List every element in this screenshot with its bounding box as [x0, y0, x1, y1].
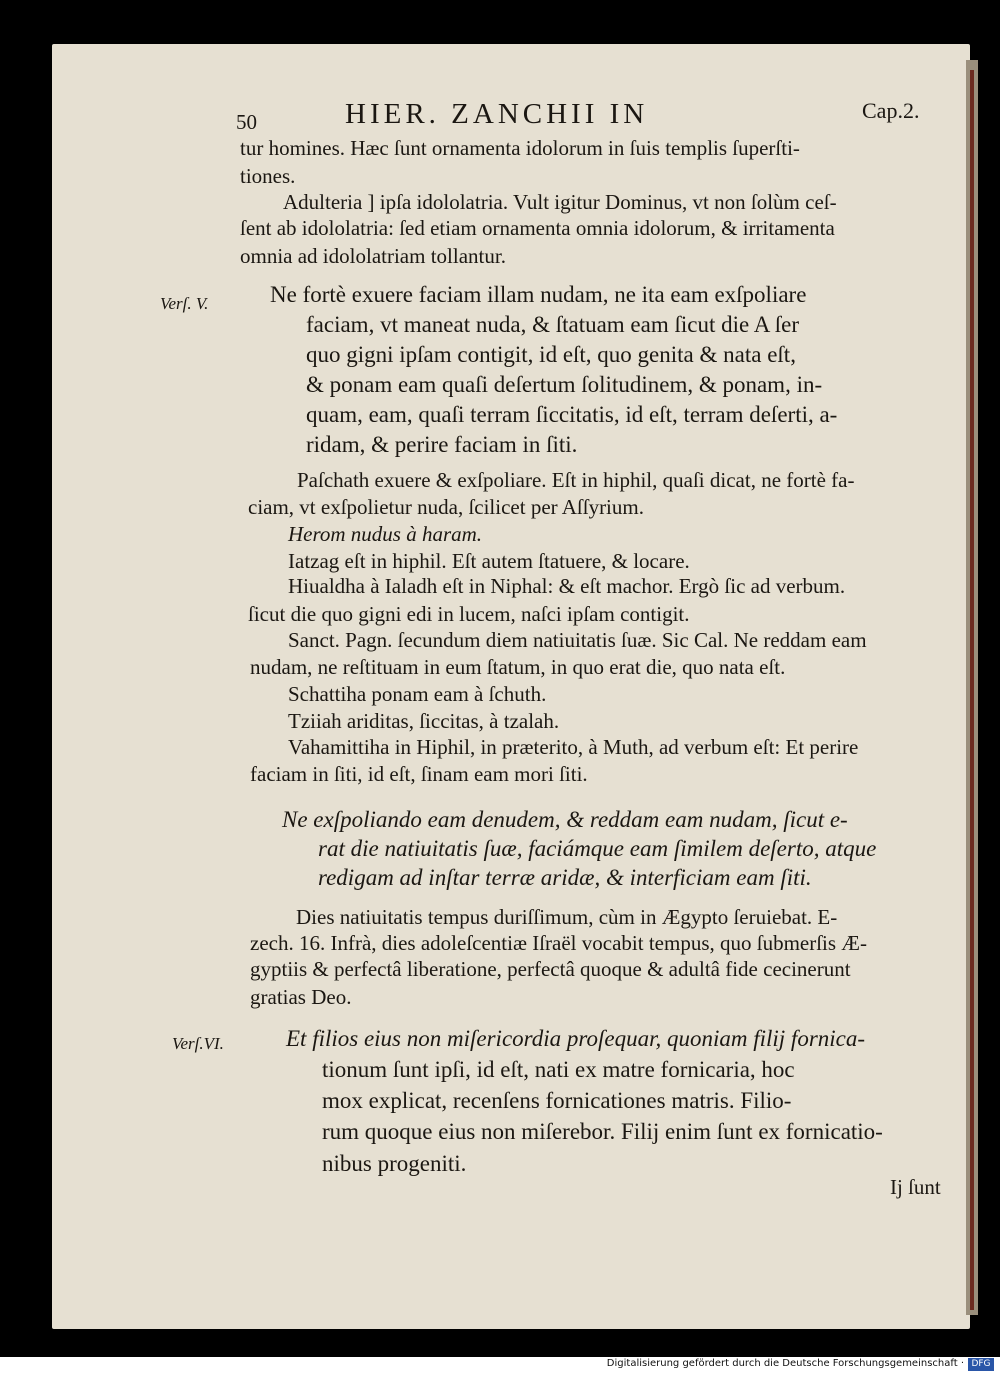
margin-note-vers-v: Verſ. V. [160, 294, 209, 313]
text-line: ciam, vt exſpolietur nuda, ſcilicet per Aſſyrium. [248, 495, 644, 519]
text-line: gratias Deo. [250, 985, 352, 1009]
text-line: nibus progeniti. [322, 1151, 467, 1176]
text-line: ſent ab idololatria: ſed etiam ornamenta omnia idolorum, & irritamenta [240, 216, 835, 240]
text-line: rat die natiuitatis ſuæ, faciámque eam ſimilem deſerto, atque [318, 836, 877, 861]
footer-bar [0, 1357, 1000, 1373]
margin-note-vers-vi: Verſ.VI. [172, 1034, 224, 1053]
text-line: faciam, vt maneat nuda, & ſtatuam eam ſicut die A ſer [306, 312, 800, 337]
text-line: Adulteria ] ipſa idololatria. Vult igitur Dominus, vt non ſolùm ceſ- [283, 190, 837, 214]
text-line: Tziiah ariditas, ſiccitas, à tzalah. [288, 709, 560, 733]
page-number: 50 [236, 110, 257, 134]
running-title: HIER. ZANCHII IN [345, 98, 649, 130]
text-line: Ne fortè exuere faciam illam nudam, ne ita eam exſpoliare [270, 282, 807, 307]
funding-credit: Digitalisierung gefördert durch die Deutsche Forschungsgemeinschaft · [606, 1358, 964, 1369]
text-line: Ne exſpoliando eam denudem, & reddam eam nudam, ſicut e- [282, 807, 848, 832]
binding-edge [970, 70, 974, 1310]
text-line: quam, eam, quaſi terram ſiccitatis, id eſt, terram deſerti, a- [306, 402, 838, 427]
text-line: Paſchath exuere & exſpoliare. Eſt in hiphil, quaſi dicat, ne fortè fa- [297, 468, 855, 492]
text-line: Sanct. Pagn. ſecundum diem natiuitatis ſuæ. Sic Cal. Ne reddam eam [288, 628, 867, 652]
text-line: faciam in ſiti, id eſt, ſinam eam mori ſiti. [250, 762, 588, 786]
text-line: rum quoque eius non miſerebor. Filij enim ſunt ex fornicatio- [322, 1119, 883, 1144]
text-line: Vahamittiha in Hiphil, in præterito, à Muth, ad verbum eſt: Et perire [288, 735, 859, 759]
text-line: tur homines. Hæc ſunt ornamenta idolorum in ſuis templis ſuperſti- [240, 136, 800, 160]
text-line: tiones. [240, 164, 296, 188]
chapter-label: Cap.2. [862, 98, 920, 123]
text-line: gyptiis & perfectâ liberatione, perfectâ quoque & adultâ fide cecinerunt [250, 957, 851, 981]
text-line: Herom nudus à haram. [288, 522, 483, 546]
text-line: ridam, & perire faciam in ſiti. [306, 432, 578, 457]
text-line: zech. 16. Infrà, dies adoleſcentiæ Iſraël vocabit tempus, quo ſubmerſis Æ- [250, 931, 867, 955]
text-line: tionum ſunt ipſi, id eſt, nati ex matre fornicaria, hoc [322, 1057, 795, 1082]
text-line: Schattiha ponam eam à ſchuth. [288, 682, 547, 706]
text-line: Dies natiuitatis tempus duriſſimum, cùm in Ægypto ſeruiebat. E- [296, 905, 838, 929]
text-line: & ponam eam quaſi deſertum ſolitudinem, & ponam, in- [306, 372, 823, 397]
catchword: Ij ſunt [890, 1175, 941, 1199]
text-line: Iatzag eſt in hiphil. Eſt autem ſtatuere, & locare. [288, 549, 690, 573]
text-line: omnia ad idololatriam tollantur. [240, 244, 506, 268]
text-line: mox explicat, recenſens fornicationes matris. Filio- [322, 1088, 792, 1113]
dfg-logo: DFG [968, 1358, 994, 1371]
text-line: quo gigni ipſam contigit, id eſt, quo genita & nata eſt, [306, 342, 796, 367]
text-line: Et filios eius non miſericordia proſequar, quoniam filij fornica- [286, 1026, 866, 1051]
text-line: redigam ad inſtar terræ aridæ, & interficiam eam ſiti. [318, 865, 812, 890]
text-line: nudam, ne reſtituam in eum ſtatum, in quo erat die, quo nata eſt. [250, 655, 786, 679]
text-line: Hiualdha à Ialadh eſt in Niphal: & eſt machor. Ergò ſic ad verbum. [288, 574, 846, 598]
text-line: ſicut die quo gigni edi in lucem, naſci ipſam contigit. [248, 602, 690, 626]
